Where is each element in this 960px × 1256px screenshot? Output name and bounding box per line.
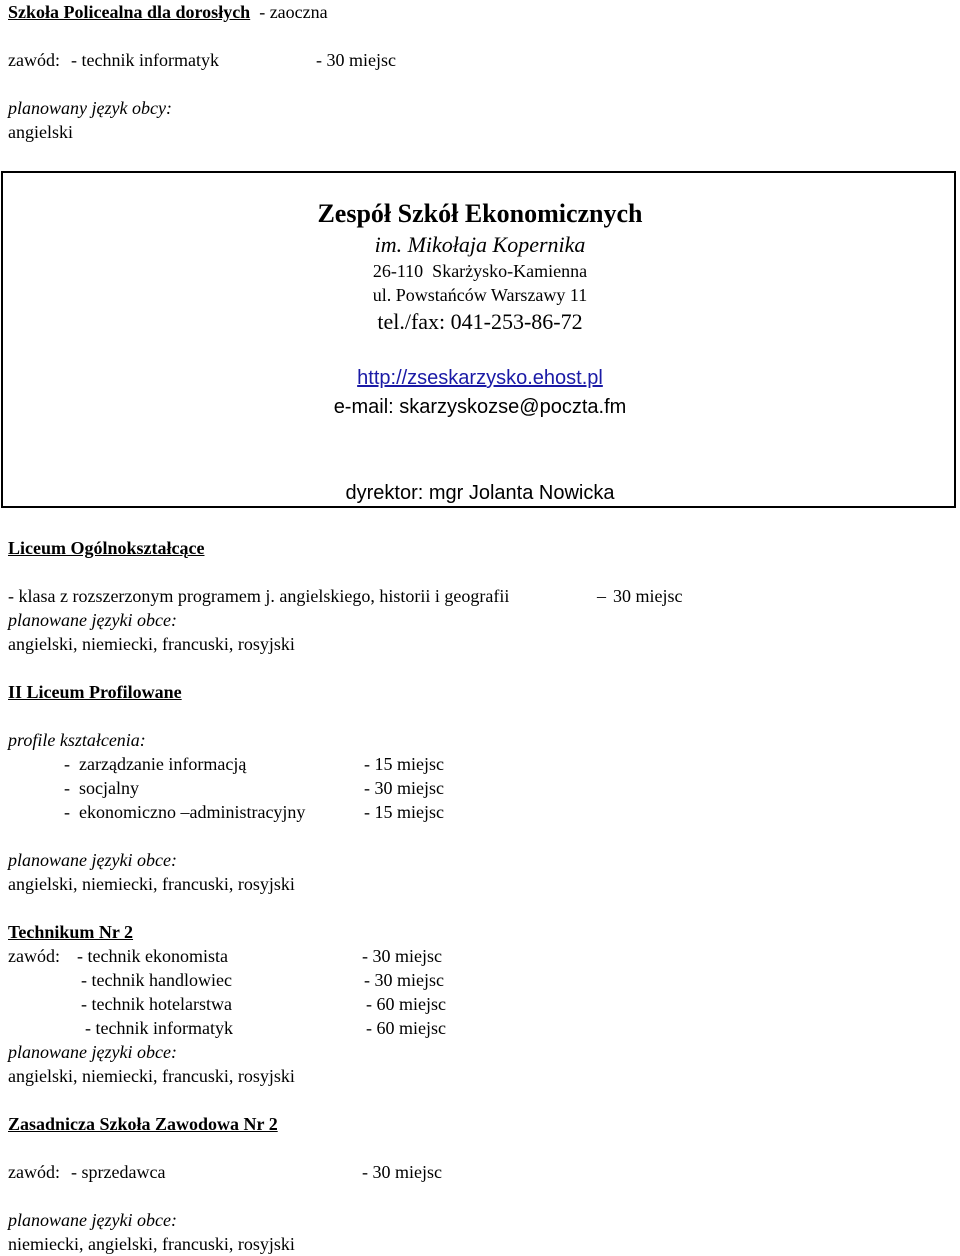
profile-name: - zarządzanie informacją: [64, 754, 247, 774]
technikum-profession: - technik handlowiec: [81, 970, 232, 990]
school-phone: tel./fax: 041-253-86-72: [377, 309, 583, 334]
liceum-languages-label: planowane języki obce:: [8, 610, 177, 630]
profilowane-title: II Liceum Profilowane: [8, 682, 182, 702]
profilowane-profiles-label: profile kształcenia:: [8, 730, 146, 750]
technikum-places: - 60 miejsc: [366, 1018, 446, 1038]
technikum-profession-label: zawód:: [8, 946, 60, 966]
profile-name: - ekonomiczno –administracyjny: [64, 802, 306, 822]
technikum-places: - 30 miejsc: [364, 970, 444, 990]
technikum-places: - 30 miejsc: [362, 946, 442, 966]
profile-name: - socjalny: [64, 778, 139, 798]
zasadnicza-places: - 30 miejsc: [362, 1162, 442, 1182]
technikum-profession: - technik hotelarstwa: [81, 994, 232, 1014]
policealna-profession-label: zawód:: [8, 50, 60, 70]
school-patron: im. Mikołaja Kopernika: [374, 232, 586, 257]
policealna-title-bold: dla dorosłych: [147, 2, 251, 22]
technikum-languages: angielski, niemiecki, francuski, rosyjski: [8, 1066, 295, 1086]
technikum-languages-label: planowane języki obce:: [8, 1042, 177, 1062]
zasadnicza-profession: - sprzedawca: [71, 1162, 166, 1182]
liceum-places: 30 miejsc: [613, 586, 683, 606]
liceum-dash: –: [597, 586, 606, 606]
profile-places: - 15 miejsc: [364, 754, 444, 774]
liceum-class-desc: - klasa z rozszerzonym programem j. angielskiego, historii i geografii: [8, 586, 510, 606]
school-email: e-mail: skarzyskozse@poczta.fm: [333, 396, 627, 418]
zasadnicza-languages-label: planowane języki obce:: [8, 1210, 177, 1230]
policealna-profession: - technik informatyk: [71, 50, 219, 70]
policealna-places: - 30 miejsc: [316, 50, 396, 70]
policealna-title-underlined: Szkoła Policealna: [8, 2, 147, 22]
policealna-language-label: planowany język obcy:: [8, 98, 172, 118]
liceum-languages: angielski, niemiecki, francuski, rosyjski: [8, 634, 295, 654]
liceum-title: Liceum Ogólnokształcące: [8, 538, 205, 558]
profile-places: - 15 miejsc: [364, 802, 444, 822]
school-director: dyrektor: mgr Jolanta Nowicka: [345, 482, 615, 504]
technikum-profession: - technik informatyk: [85, 1018, 233, 1038]
policealna-title-rest: - zaoczna: [250, 2, 328, 22]
zasadnicza-title: Zasadnicza Szkoła Zawodowa Nr 2: [8, 1114, 278, 1134]
technikum-title: Technikum Nr 2: [8, 922, 134, 942]
zasadnicza-languages: niemiecki, angielski, francuski, rosyjski: [8, 1234, 295, 1254]
policealna-language: angielski: [8, 122, 73, 142]
technikum-profession: - technik ekonomista: [77, 946, 228, 966]
school-name: Zespół Szkół Ekonomicznych: [317, 199, 643, 228]
profile-places: - 30 miejsc: [364, 778, 444, 798]
school-street: ul. Powstańców Warszawy 11: [372, 285, 588, 305]
zasadnicza-profession-label: zawód:: [8, 1162, 60, 1182]
profilowane-languages-label: planowane języki obce:: [8, 850, 177, 870]
profilowane-languages: angielski, niemiecki, francuski, rosyjski: [8, 874, 295, 894]
school-website-link[interactable]: http://zseskarzysko.ehost.pl: [357, 367, 603, 389]
school-postal: 26-110 Skarżysko-Kamienna: [372, 261, 588, 281]
technikum-places: - 60 miejsc: [366, 994, 446, 1014]
policealna-title: [8, 1, 328, 23]
